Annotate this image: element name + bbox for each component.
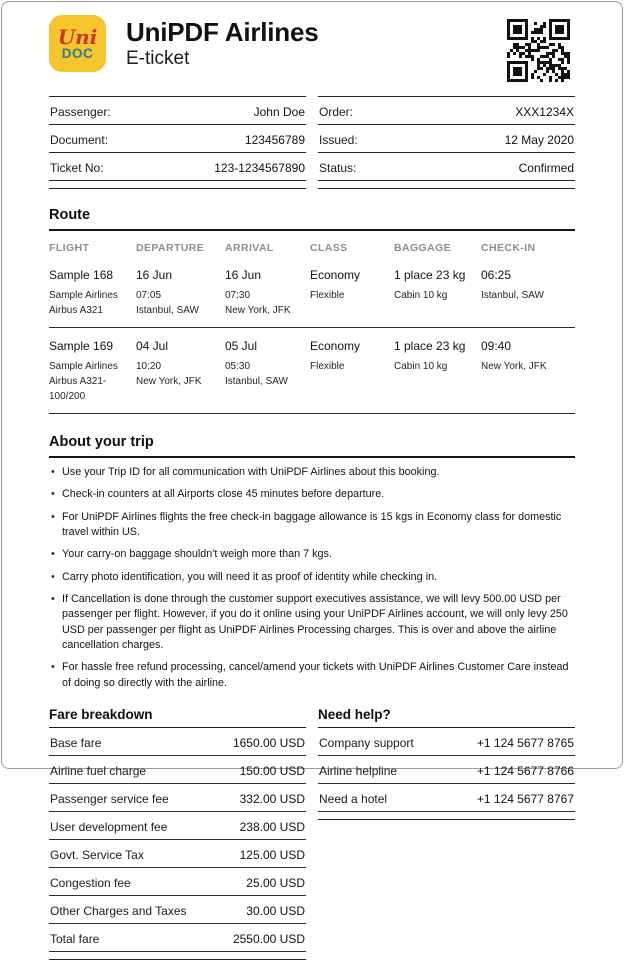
fare-rows xyxy=(49,728,306,960)
status-value: Confirmed xyxy=(518,161,574,175)
info-label: Passenger: xyxy=(50,105,111,119)
help-heading: Need help? xyxy=(318,707,575,728)
info-row-issued xyxy=(318,125,575,153)
bullet-item: • If Cancellation is done through the customer support executives assistance, we will levy 500.00 USD per passenger per flight. However, if you do it online using your UniPDF Airlines account, we will only levy 250 USD per passenger per flight as UniPDF Airlines Processing charges. This is over and above the airline cancellation charges. xyxy=(49,592,575,653)
column-header-class: CLASS xyxy=(310,242,348,254)
info-row-ticket-no xyxy=(49,153,306,181)
column-header-departure: DEPARTURE xyxy=(136,242,205,254)
info-value: 123456789 xyxy=(244,133,305,147)
arrival-cell xyxy=(225,268,308,318)
fare-row xyxy=(49,728,306,756)
aircraft-type: Airbus A321-100/200 xyxy=(49,376,107,402)
fare-heading: Fare breakdown xyxy=(49,707,306,728)
column-header-baggage: BAGGAGE xyxy=(394,242,452,254)
fare-label: Passenger service fee xyxy=(50,791,169,806)
departure-date: 16 Jun xyxy=(136,268,173,282)
qr-code-icon xyxy=(502,14,575,87)
info-value: XXX1234X xyxy=(515,105,574,119)
info-row-order xyxy=(318,97,575,125)
flight-row-1 xyxy=(49,257,575,328)
flight-row-2 xyxy=(49,328,575,414)
fare-value: 125.00 USD xyxy=(239,847,305,862)
fare-value: 332.00 USD xyxy=(239,791,305,806)
arrival-date: 16 Jun xyxy=(225,268,262,282)
bottom-section xyxy=(49,707,575,960)
fare-type: Flexible xyxy=(310,361,345,372)
arrival-airport: New York, JFK xyxy=(225,305,291,316)
fare-label: Airline fuel charge xyxy=(50,763,147,778)
info-row-passenger xyxy=(49,97,306,125)
arrival-time: 05:30 xyxy=(225,361,251,372)
help-label: Airline helpline xyxy=(319,763,398,778)
aircraft-type: Airbus A321 xyxy=(49,305,103,316)
need-help xyxy=(318,707,575,960)
info-value: 123-1234567890 xyxy=(214,161,305,175)
fare-row-total xyxy=(49,924,306,952)
fare-row xyxy=(49,896,306,924)
fare-row xyxy=(49,812,306,840)
fare-label: Govt. Service Tax xyxy=(50,847,144,862)
help-rows xyxy=(318,728,575,820)
departure-cell xyxy=(136,268,223,318)
help-label: Company support xyxy=(319,735,414,750)
info-label: Status: xyxy=(319,161,357,175)
help-row-airline-helpline xyxy=(318,756,575,784)
info-row-document xyxy=(49,125,306,153)
bullet-item: • Use your Trip ID for all communication with UniPDF Airlines about this booking. xyxy=(49,465,575,480)
phone-number: +1 124 5677 8767 xyxy=(476,791,574,806)
departure-airport: Istanbul, SAW xyxy=(136,305,199,316)
help-row-need-a-hotel xyxy=(318,784,575,812)
unidoc-logo-icon xyxy=(49,15,106,72)
checkin-airport: Istanbul, SAW xyxy=(481,290,544,301)
column-header-arrival: ARRIVAL xyxy=(225,242,274,254)
airline-name: Sample Airlines xyxy=(49,361,118,372)
flight-number: Sample 168 xyxy=(49,268,114,282)
fare-value: 30.00 USD xyxy=(246,903,305,918)
info-label: Order: xyxy=(319,105,354,119)
bullet-item: • Check-in counters at all Airports close 45 minutes before departure. xyxy=(49,487,575,502)
fare-value: 238.00 USD xyxy=(239,819,305,834)
fare-type: Flexible xyxy=(310,290,345,301)
fare-breakdown xyxy=(49,707,306,960)
info-label: Document: xyxy=(50,133,109,147)
baggage-cell xyxy=(394,268,479,318)
fare-row xyxy=(49,840,306,868)
checkin-cell xyxy=(481,268,575,318)
flight-number: Sample 169 xyxy=(49,339,114,353)
about-heading: About your trip xyxy=(49,434,575,458)
departure-time: 07:05 xyxy=(136,290,162,301)
departure-cell xyxy=(136,339,223,404)
departure-airport: New York, JFK xyxy=(136,376,202,387)
about-trip-section xyxy=(49,434,575,691)
help-row-company-support xyxy=(318,728,575,756)
fare-label: Congestion fee xyxy=(50,875,131,890)
fare-value: 25.00 USD xyxy=(246,875,305,890)
fare-value: 1650.00 USD xyxy=(232,735,305,750)
fare-row xyxy=(49,868,306,896)
fare-value: 150.00 USD xyxy=(239,763,305,778)
fare-row xyxy=(49,756,306,784)
cabin-class: Economy xyxy=(310,268,361,282)
fare-label: Base fare xyxy=(50,735,102,750)
eticket-document xyxy=(1,1,623,946)
baggage-allowance: 1 place 23 kg xyxy=(394,339,466,353)
logo-text-doc: DOC xyxy=(61,46,94,62)
cabin-class: Economy xyxy=(310,339,361,353)
class-cell xyxy=(310,268,392,318)
baggage-cell xyxy=(394,339,479,404)
checkin-time: 06:25 xyxy=(481,268,512,282)
bullet-item: • For hassle free refund processing, cancel/amend your tickets with UniPDF Airlines Customer Care instead of doing so directly with the airline. xyxy=(49,660,575,691)
fare-label: User development fee xyxy=(50,819,168,834)
arrival-date: 05 Jul xyxy=(225,339,258,353)
phone-number: +1 124 5677 8765 xyxy=(476,735,574,750)
logo-text-uni: Uni xyxy=(57,25,98,50)
page-subtitle: E-ticket xyxy=(126,47,190,69)
checkin-cell xyxy=(481,339,575,404)
phone-number: +1 124 5677 8766 xyxy=(476,763,574,778)
arrival-time: 07:30 xyxy=(225,290,251,301)
route-section xyxy=(49,207,575,414)
checkin-time: 09:40 xyxy=(481,339,512,353)
info-value: John Doe xyxy=(253,105,305,119)
column-header-checkin: CHECK-IN xyxy=(481,242,536,254)
bullet-item: • For UniPDF Airlines flights the free check-in baggage allowance is 15 kgs in Economy class for domestic travel within US. xyxy=(49,510,575,541)
class-cell xyxy=(310,339,392,404)
column-header-flight: FLIGHT xyxy=(49,242,90,254)
fare-label: Other Charges and Taxes xyxy=(50,903,187,918)
route-heading: Route xyxy=(49,207,575,231)
info-value: 12 May 2020 xyxy=(504,133,574,147)
arrival-airport: Istanbul, SAW xyxy=(225,376,288,387)
departure-time: 10:20 xyxy=(136,361,162,372)
departure-date: 04 Jul xyxy=(136,339,169,353)
document-header xyxy=(49,15,575,87)
about-bullet-list xyxy=(49,465,575,691)
airline-name: Sample Airlines xyxy=(49,290,118,301)
title-block xyxy=(126,15,319,71)
info-row-status xyxy=(318,153,575,181)
bullet-item: • Your carry-on baggage shouldn't weigh more than 7 kgs. xyxy=(49,547,575,562)
help-label: Need a hotel xyxy=(319,791,388,806)
page-title: UniPDF Airlines xyxy=(126,17,319,47)
ticket-info xyxy=(49,96,575,189)
baggage-allowance: 1 place 23 kg xyxy=(394,268,466,282)
fare-row xyxy=(49,784,306,812)
cabin-baggage: Cabin 10 kg xyxy=(394,361,448,372)
info-label: Ticket No: xyxy=(50,161,104,175)
bullet-item: • Carry photo identification, you will need it as proof of identity while checking in. xyxy=(49,570,575,585)
flight-cell xyxy=(49,339,134,404)
flight-cell xyxy=(49,268,134,318)
ticket-info-left xyxy=(49,96,306,189)
arrival-cell xyxy=(225,339,308,404)
cabin-baggage: Cabin 10 kg xyxy=(394,290,448,301)
fare-value: 2550.00 USD xyxy=(232,931,305,946)
info-label: Issued: xyxy=(319,133,358,147)
checkin-airport: New York, JFK xyxy=(481,361,547,372)
route-table-header xyxy=(49,231,575,257)
fare-label: Total fare xyxy=(50,931,100,946)
ticket-info-right xyxy=(318,96,575,189)
